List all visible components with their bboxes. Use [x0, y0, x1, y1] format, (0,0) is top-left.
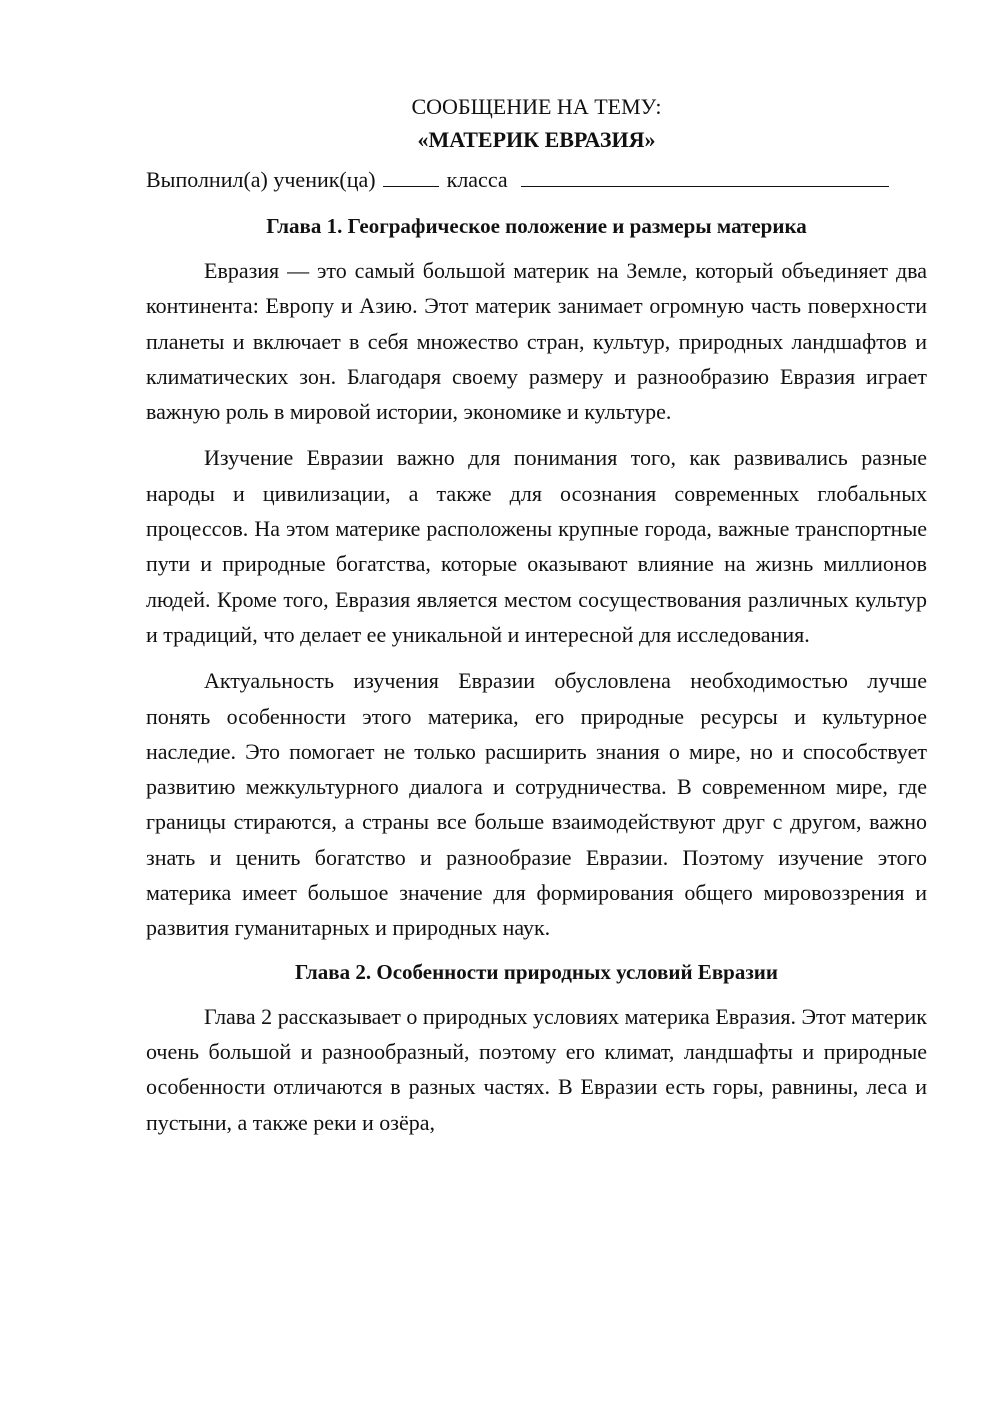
document-page [146, 92, 927, 1151]
document-heading: СООБЩЕНИЕ НА ТЕМУ: [411, 94, 662, 119]
author-line [146, 165, 927, 211]
class-number-blank [383, 166, 439, 187]
chapter-1-title: Глава 1. Географическое положение и размеры материка [266, 214, 807, 238]
chapter-1-paragraph: Евразия — это самый большой материк на Земле, который объединяет два континента: Европу и Азию. Этот материк занимает огромную часть поверхности планеты и включает в себя множество стран, культур, природных ландшафтов и климатических зон. Благодаря своему размеру и разнообразию Евразия играет важную роль в мировой истории, экономике и культуре. [146, 258, 927, 425]
chapter-1-paragraph: Актуальность изучения Евразии обусловлена необходимостью лучше понять особенности этого материка, его природные ресурсы и культурное наследие. Это помогает не только расширить знания о мире, но и способствует развитию межкультурного диалога и сотрудничества. В современном мире, где границы стираются, а страны все больше взаимодействуют друг с другом, важно знать и ценить богатство и разнообразие Евразии. Поэтому изучение этого материка имеет большое значение для формирования общего мировоззрения и развития гуманитарных и природных наук. [146, 668, 927, 941]
chapter-1-paragraph: Изучение Евразии важно для понимания того, как развивались разные народы и цивилизации, а также для осознания современных глобальных процессов. На этом материке расположены крупные города, важные транспортные пути и природные богатства, которые оказывают влияние на жизнь миллионов людей. Кроме того, Евразия является местом сосуществования различных культур и традиций, что делает ее уникальной и интересной для исследования. [146, 445, 927, 647]
chapter-2-title: Глава 2. Особенности природных условий Евразии [295, 959, 778, 984]
chapter-2-paragraph: Глава 2 рассказывает о природных условиях материка Евразия. Этот материк очень большой и разнообразный, поэтому его климат, ландшафты и природные особенности отличаются в разных частях. В Евразии есть горы, равнины, леса и пустыни, а также реки и озёра, [146, 1003, 927, 1135]
student-name-blank [521, 166, 889, 187]
document-topic-title: «МАТЕРИК ЕВРАЗИЯ» [417, 127, 656, 152]
performed-by-label: Выполнил(а) ученик(ца) [146, 167, 376, 192]
class-label: класса [446, 167, 508, 192]
